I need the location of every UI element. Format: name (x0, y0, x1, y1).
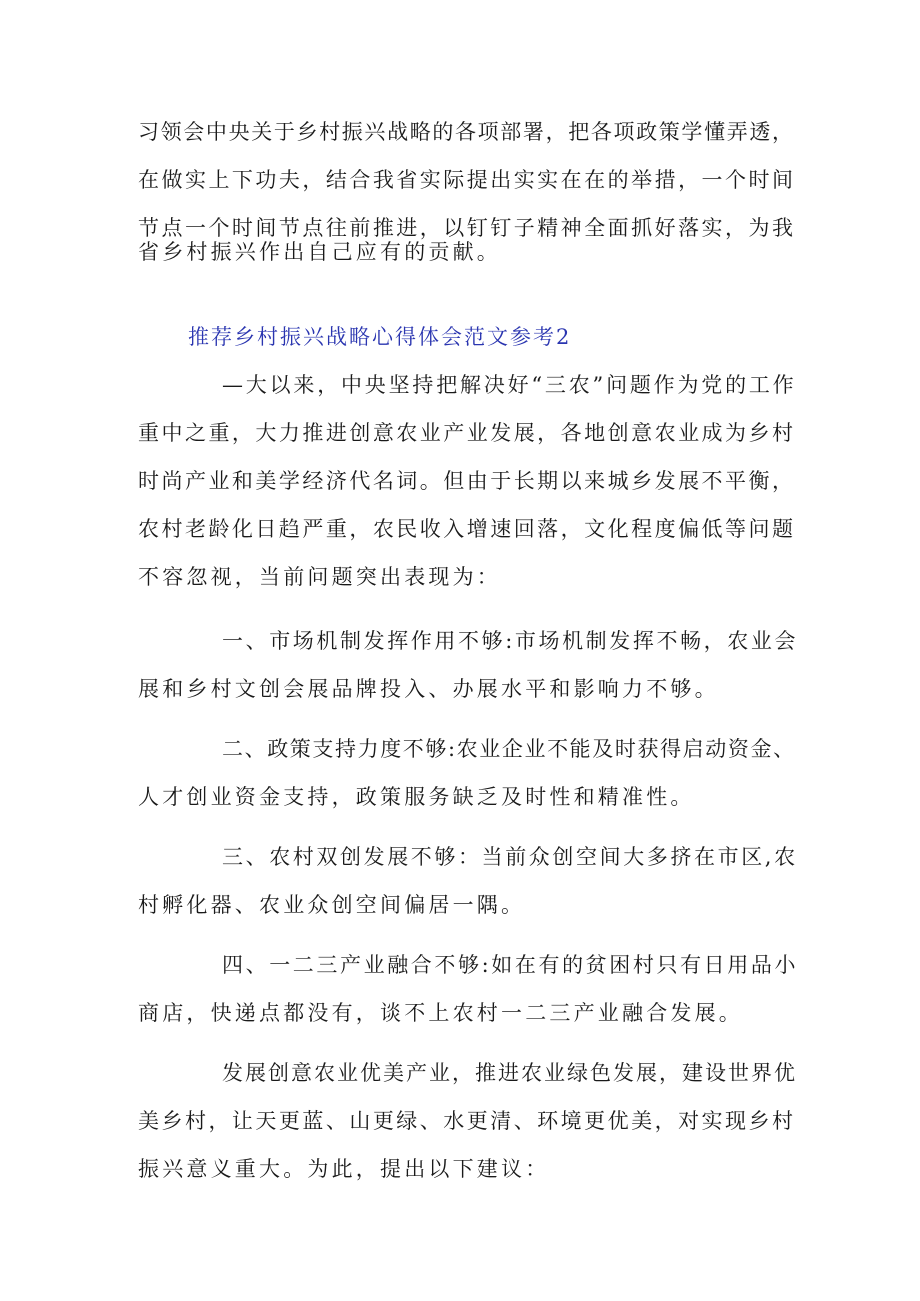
para2-line-3: 振兴意义重大。为此，提出以下建议： (138, 1157, 550, 1181)
para1-line-2: 重中之重，大力推进创意农业产业发展，各地创意农业成为乡村 (138, 421, 793, 445)
item2-line-2: 人才创业资金支持，政策服务缺乏及时性和精准性。 (138, 785, 695, 809)
intro-line-3: 节点一个时间节点往前推进，以钉钉子精神全面抓好落实，为我 (138, 216, 793, 240)
para1-line-1: —大以来，中央坚持把解决好“三农”问题作为党的工作 (222, 373, 797, 397)
intro-line-2: 在做实上下功夫，结合我省实际提出实实在在的举措，一个时间 (138, 168, 793, 192)
para1-line-4: 农村老龄化日趋严重，农民收入增速回落，文化程度偏低等问题 (138, 517, 793, 541)
item3-line-1: 三、农村双创发展不够：当前众创空间大多挤在市区,农 (222, 845, 798, 869)
para1-line-3: 时尚产业和美学经济代名词。但由于长期以来城乡发展不平衡， (138, 469, 793, 493)
item2-line-1: 二、政策支持力度不够:农业企业不能及时获得启动资金、 (222, 737, 796, 761)
para2-line-1: 发展创意农业优美产业，推进农业绿色发展，建设世界优 (222, 1061, 797, 1085)
item1-line-2: 展和乡村文创会展品牌投入、办展水平和影响力不够。 (138, 677, 719, 701)
item4-line-2: 商店，快递点都没有，谈不上农村一二三产业融合发展。 (138, 1001, 743, 1025)
item3-line-2: 村孵化器、农业众创空间偏居一隅。 (138, 893, 526, 917)
intro-line-1: 习领会中央关于乡村振兴战略的各项部署，把各项政策学懂弄透， (138, 120, 793, 144)
intro-line-4: 省乡村振兴作出自己应有的贡献。 (138, 240, 501, 264)
section-heading: 推荐乡村振兴战略心得体会范文参考2 (188, 325, 572, 349)
item4-line-1: 四、一二三产业融合不够:如在有的贫困村只有日用品小 (222, 953, 799, 977)
para1-line-5: 不容忽视，当前问题突出表现为： (138, 565, 501, 589)
item1-line-1: 一、市场机制发挥作用不够:市场机制发挥不畅，农业会 (222, 629, 799, 653)
para2-line-2: 美乡村，让天更蓝、山更绿、水更清、环境更优美，对实现乡村 (138, 1109, 793, 1133)
